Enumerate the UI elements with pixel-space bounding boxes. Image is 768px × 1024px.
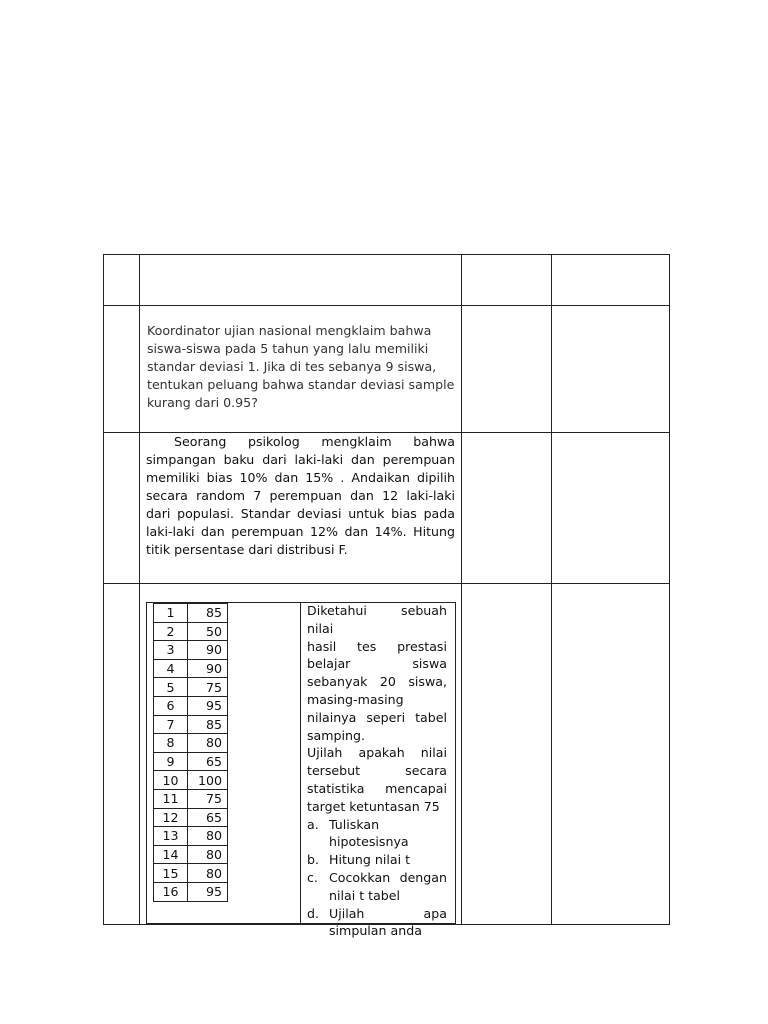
row-number: 13 — [154, 827, 188, 846]
row-divider — [103, 305, 670, 306]
score-value: 75 — [188, 789, 228, 808]
row-divider — [103, 583, 670, 584]
question-3-item — [307, 905, 447, 941]
question-3-line: tersebut secara — [307, 763, 447, 779]
score-value: 95 — [188, 882, 228, 901]
question-3-list — [307, 816, 447, 941]
list-item-line: simpulan anda — [329, 923, 422, 939]
row-number: 3 — [154, 641, 188, 660]
table-row — [154, 659, 228, 678]
list-item-line: Tuliskan — [329, 816, 380, 832]
question-3-item — [307, 851, 447, 869]
table-row — [154, 641, 228, 660]
row-number: 11 — [154, 789, 188, 808]
row-number: 1 — [154, 604, 188, 623]
score-value: 85 — [188, 604, 228, 623]
question-3-line: target ketuntasan 75 — [307, 798, 440, 814]
list-item-line: Ujilah apa — [329, 905, 447, 921]
question-3-item — [307, 869, 447, 905]
list-marker: b. — [307, 852, 319, 868]
score-value: 75 — [188, 678, 228, 697]
column-divider — [139, 254, 140, 925]
question-3-line: Ujilah apakah nilai — [307, 745, 447, 761]
row-number: 9 — [154, 752, 188, 771]
score-value: 90 — [188, 641, 228, 660]
table-row — [154, 771, 228, 790]
table-row — [154, 789, 228, 808]
column-divider — [461, 254, 462, 925]
question-2-paragraph: Seorang psikolog mengklaim bahwa simpangan baku dari laki-laki dan perempuan memiliki bias 10% dan 15% . Andaikan dipilih secara random 7 perempuan dan 12 laki-laki dari populasi. Standar deviasi untuk bias pada laki-laki dan perempuan 12% dan 14%. Hitung titik persentase dari distribusi F. — [146, 434, 455, 557]
list-item-line: Cocokkan dengan — [329, 869, 447, 885]
table-row — [154, 696, 228, 715]
score-table — [153, 603, 228, 902]
question-3-text — [307, 602, 447, 940]
question-2-text — [146, 433, 455, 559]
row-number: 14 — [154, 845, 188, 864]
row-number: 12 — [154, 808, 188, 827]
row-number: 10 — [154, 771, 188, 790]
question-3-line: hasil tes prestasi — [307, 638, 447, 654]
row-number: 6 — [154, 696, 188, 715]
table-row — [154, 715, 228, 734]
list-marker: c. — [307, 869, 318, 885]
list-item-line: Hitung nilai t — [329, 852, 411, 868]
question-3-line: sebanyak 20 siswa, — [307, 674, 447, 690]
table-row — [154, 882, 228, 901]
score-value: 85 — [188, 715, 228, 734]
question-1-text: Koordinator ujian nasional mengklaim bahwa siswa-siswa pada 5 tahun yang lalu memiliki standar deviasi 1. Jika di tes sebanya 9 siswa, tentukan peluang bahwa standar deviasi sample kurang dari 0.95? — [147, 323, 455, 410]
row-number: 5 — [154, 678, 188, 697]
row-number: 15 — [154, 864, 188, 883]
score-value: 80 — [188, 845, 228, 864]
table-row — [154, 678, 228, 697]
list-item-line: hipotesisnya — [329, 834, 409, 850]
question-3-line: nilainya seperi tabel — [307, 709, 447, 725]
question-3-line: samping. — [307, 727, 366, 743]
score-value: 50 — [188, 622, 228, 641]
list-item-line: nilai t tabel — [329, 887, 401, 903]
table-row — [154, 864, 228, 883]
row-number: 4 — [154, 659, 188, 678]
score-value: 65 — [188, 752, 228, 771]
score-value: 65 — [188, 808, 228, 827]
row-number: 2 — [154, 622, 188, 641]
score-value: 100 — [188, 771, 228, 790]
column-divider — [551, 254, 552, 925]
table-row — [154, 808, 228, 827]
question-3-item — [307, 816, 447, 852]
question-3-line: Diketahui sebuah nilai — [307, 603, 447, 636]
table-row — [154, 734, 228, 753]
list-marker: d. — [307, 905, 319, 921]
table-row — [154, 845, 228, 864]
table-row — [154, 752, 228, 771]
row-number: 16 — [154, 882, 188, 901]
score-value: 80 — [188, 734, 228, 753]
row-number: 8 — [154, 734, 188, 753]
row-number: 7 — [154, 715, 188, 734]
question-3-line: belajar siswa — [307, 656, 447, 672]
score-value: 80 — [188, 864, 228, 883]
question-3-line: statistika mencapai — [307, 780, 447, 796]
question-3-line: masing-masing — [307, 691, 404, 707]
question-3-divider — [300, 602, 301, 924]
score-value: 90 — [188, 659, 228, 678]
score-value: 80 — [188, 827, 228, 846]
score-value: 95 — [188, 696, 228, 715]
table-row — [154, 827, 228, 846]
table-row — [154, 604, 228, 623]
list-marker: a. — [307, 816, 319, 832]
table-row — [154, 622, 228, 641]
